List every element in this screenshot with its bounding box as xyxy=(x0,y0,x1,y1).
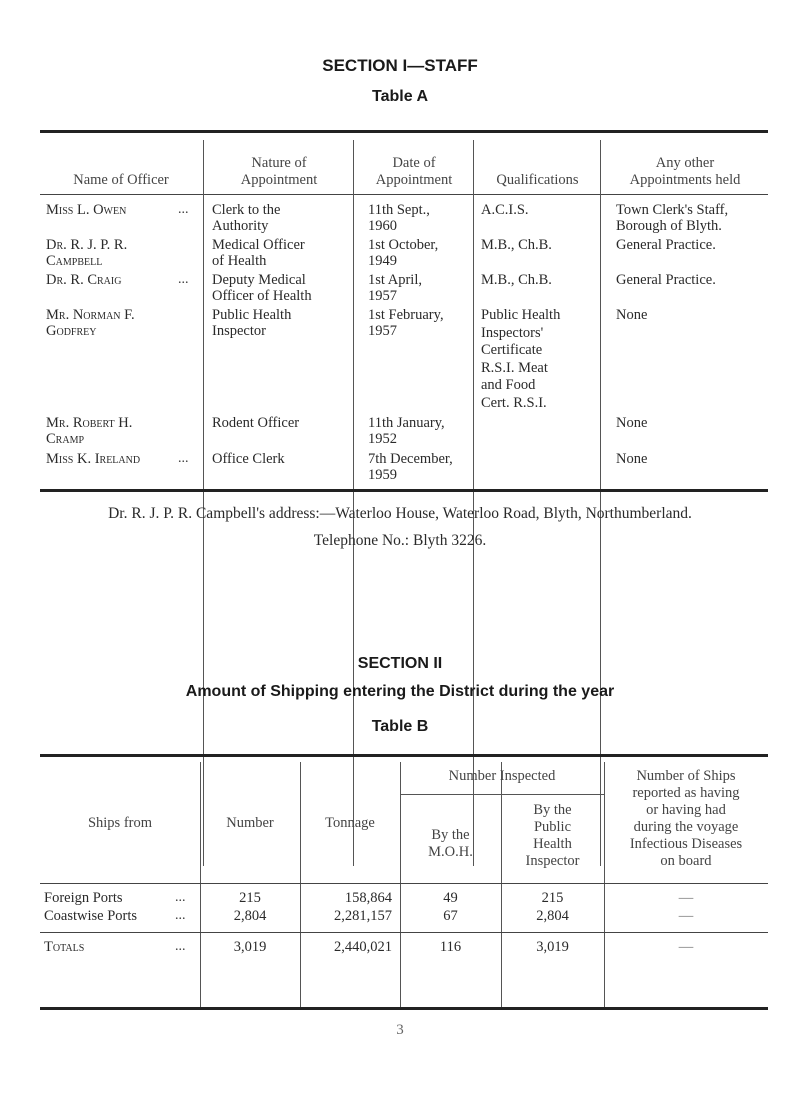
inspected-by-phi: 215 xyxy=(541,890,564,906)
table-a-header-rule xyxy=(40,194,768,195)
cell-line: Deputy Medical xyxy=(212,272,306,288)
inspected-subheader-rule xyxy=(400,794,604,795)
officer-name: Miss K. Ireland xyxy=(46,451,141,467)
header-line: Appointment xyxy=(375,172,453,188)
cell-line: 1960 xyxy=(368,218,397,234)
cell-line: Authority xyxy=(212,218,269,234)
table-a-top-rule xyxy=(40,130,768,133)
leader-dots: ... xyxy=(178,272,189,287)
total-infectious: — xyxy=(678,939,694,955)
table-b-totals-rule xyxy=(40,932,768,933)
leader-dots: ... xyxy=(175,939,186,954)
section2-title: SECTION II xyxy=(357,655,443,672)
header-line: Infectious Diseases xyxy=(629,836,743,852)
cell-line: R.S.I. Meat xyxy=(481,359,548,376)
cell-line: 1st February, xyxy=(368,307,444,323)
table-b-header-rule xyxy=(40,883,768,884)
cell-line: Dr. R. J. P. R. xyxy=(46,237,128,253)
other-appointments: General Practice. xyxy=(616,237,716,253)
other-appointments: None xyxy=(616,451,648,467)
date-of-appointment xyxy=(368,307,444,339)
nature-of-appointment: Office Clerk xyxy=(212,451,285,467)
ships-from-label: Foreign Ports xyxy=(44,890,123,906)
qualifications xyxy=(481,307,560,412)
cell-line: Campbell xyxy=(46,253,103,269)
officer-name xyxy=(46,237,127,269)
nature-of-appointment xyxy=(212,307,291,339)
cell-line: Inspectors' xyxy=(481,324,544,341)
nature-of-appointment xyxy=(212,237,305,269)
date-of-appointment xyxy=(368,415,445,447)
total-by-phi: 3,019 xyxy=(536,939,569,955)
officer-name xyxy=(46,415,132,447)
cell-line: 7th December, xyxy=(368,451,453,467)
leader-dots: ... xyxy=(175,890,186,905)
table-a-col-divider xyxy=(473,140,474,866)
leader-dots: ... xyxy=(178,202,189,217)
nature-of-appointment: Rodent Officer xyxy=(212,415,300,431)
total-by-moh: 116 xyxy=(439,939,462,955)
table-b-col-divider xyxy=(501,762,502,1008)
ship-tonnage: 2,281,157 xyxy=(334,908,392,924)
header-line: Appointment xyxy=(240,172,318,188)
header-number-inspected: Number Inspected xyxy=(448,768,556,784)
cell-line: Borough of Blyth. xyxy=(616,218,722,234)
cell-line: Public Health xyxy=(212,307,292,323)
cell-line: and Food xyxy=(481,377,536,393)
address-text: Dr. R. J. P. R. Campbell's address:—Waterloo House, Waterloo Road, Blyth, Northumberland. xyxy=(108,505,692,522)
table-a-bottom-rule xyxy=(40,489,768,492)
infectious-count: — xyxy=(678,908,694,924)
header-infectious-diseases xyxy=(604,768,768,870)
totals-label: Totals xyxy=(44,939,85,955)
header-by-phi xyxy=(501,802,604,870)
cell-line: 11th Sept., xyxy=(368,202,430,218)
date-of-appointment xyxy=(368,272,422,304)
telephone-text: Telephone No.: Blyth 3226. xyxy=(313,532,487,549)
table-a-col-divider xyxy=(203,140,204,866)
cell-line: Mr. Norman F. xyxy=(46,307,135,323)
header-qualifications: Qualifications xyxy=(496,172,579,188)
cell-line: of Health xyxy=(212,253,267,269)
header-line: Inspector xyxy=(525,853,580,869)
inspected-by-phi: 2,804 xyxy=(536,908,569,924)
cell-line: Godfrey xyxy=(46,323,97,339)
cell-line: Certificate xyxy=(481,342,543,358)
ship-number: 215 xyxy=(239,890,261,906)
qualifications: M.B., Ch.B. xyxy=(481,237,552,253)
table-b-title: Table B xyxy=(371,718,429,735)
leader-dots: ... xyxy=(175,908,186,923)
header-line: Appointments held xyxy=(629,172,741,188)
table-a-col-divider xyxy=(353,140,354,866)
table-b-bottom-rule xyxy=(40,1007,768,1010)
officer-name xyxy=(46,307,135,339)
cell-line: 11th January, xyxy=(368,415,445,431)
table-a-col-divider xyxy=(600,140,601,866)
section2-subtitle: Amount of Shipping entering the District during the year xyxy=(185,683,615,700)
cell-line: 1952 xyxy=(368,431,397,447)
other-appointments: None xyxy=(616,415,648,431)
cell-line: Medical Officer xyxy=(212,237,305,253)
header-line: Health xyxy=(533,836,572,852)
header-line: Any other xyxy=(655,155,715,171)
cell-line: 1957 xyxy=(368,288,397,304)
date-of-appointment xyxy=(368,451,453,483)
cell-line: 1949 xyxy=(368,253,397,269)
qualifications: M.B., Ch.B. xyxy=(481,272,552,288)
header-line: Number of Ships xyxy=(636,768,736,784)
table-a-title: Table A xyxy=(371,88,428,105)
infectious-count: — xyxy=(678,890,694,906)
header-line: Public xyxy=(533,819,572,835)
header-ships-from: Ships from xyxy=(87,815,153,831)
total-number: 3,019 xyxy=(233,939,267,955)
cell-line: 1959 xyxy=(368,467,397,483)
header-nature-of-appointment xyxy=(205,155,353,189)
header-line: Nature of xyxy=(251,155,307,171)
page-number: 3 xyxy=(396,1022,404,1038)
leader-dots: ... xyxy=(178,451,189,466)
officer-name: Miss L. Owen xyxy=(46,202,127,218)
header-line: By the xyxy=(431,827,470,843)
header-line: on board xyxy=(660,853,712,869)
table-b-col-divider xyxy=(300,762,301,1008)
header-tonnage: Tonnage xyxy=(325,815,375,831)
other-appointments xyxy=(616,202,728,234)
cell-line: Officer of Health xyxy=(212,288,312,304)
header-line: M.O.H. xyxy=(428,844,473,860)
total-tonnage: 2,440,021 xyxy=(334,939,392,955)
ship-tonnage: 158,864 xyxy=(344,890,392,906)
header-line: By the xyxy=(533,802,572,818)
header-line: Date of xyxy=(392,155,436,171)
nature-of-appointment xyxy=(212,272,312,304)
header-date-of-appointment xyxy=(355,155,473,189)
header-line: during the voyage xyxy=(633,819,739,835)
table-b-col-divider xyxy=(200,762,201,1008)
table-b-col-divider xyxy=(400,762,401,1008)
other-appointments: General Practice. xyxy=(616,272,716,288)
date-of-appointment xyxy=(368,237,438,269)
cell-line: Inspector xyxy=(212,323,266,339)
cell-line: 1957 xyxy=(368,323,397,339)
header-line: reported as having xyxy=(632,785,740,801)
ship-number: 2,804 xyxy=(233,908,267,924)
qualifications: A.C.I.S. xyxy=(481,202,529,218)
cell-line: Mr. Robert H. xyxy=(46,415,133,431)
section1-title: SECTION I—STAFF xyxy=(322,56,478,75)
header-line: or having had xyxy=(646,802,726,818)
cell-line: Cramp xyxy=(46,431,85,447)
nature-of-appointment xyxy=(212,202,280,234)
cell-line: 1st April, xyxy=(368,272,422,288)
cell-line: Cert. R.S.I. xyxy=(481,394,547,411)
header-other-appointments xyxy=(602,155,768,189)
cell-line: 1st October, xyxy=(368,237,439,253)
header-name-of-officer: Name of Officer xyxy=(73,172,169,188)
table-b-top-rule xyxy=(40,754,768,757)
other-appointments: None xyxy=(616,307,648,323)
header-by-moh xyxy=(400,827,501,861)
ships-from-label: Coastwise Ports xyxy=(44,908,138,924)
inspected-by-moh: 67 xyxy=(443,908,458,924)
officer-name: Dr. R. Craig xyxy=(46,272,122,288)
date-of-appointment xyxy=(368,202,430,234)
cell-line: Public Health xyxy=(481,307,561,323)
header-number: Number xyxy=(226,815,274,831)
cell-line: Town Clerk's Staff, xyxy=(616,202,729,218)
inspected-by-moh: 49 xyxy=(443,890,458,906)
cell-line: Clerk to the xyxy=(212,202,281,218)
